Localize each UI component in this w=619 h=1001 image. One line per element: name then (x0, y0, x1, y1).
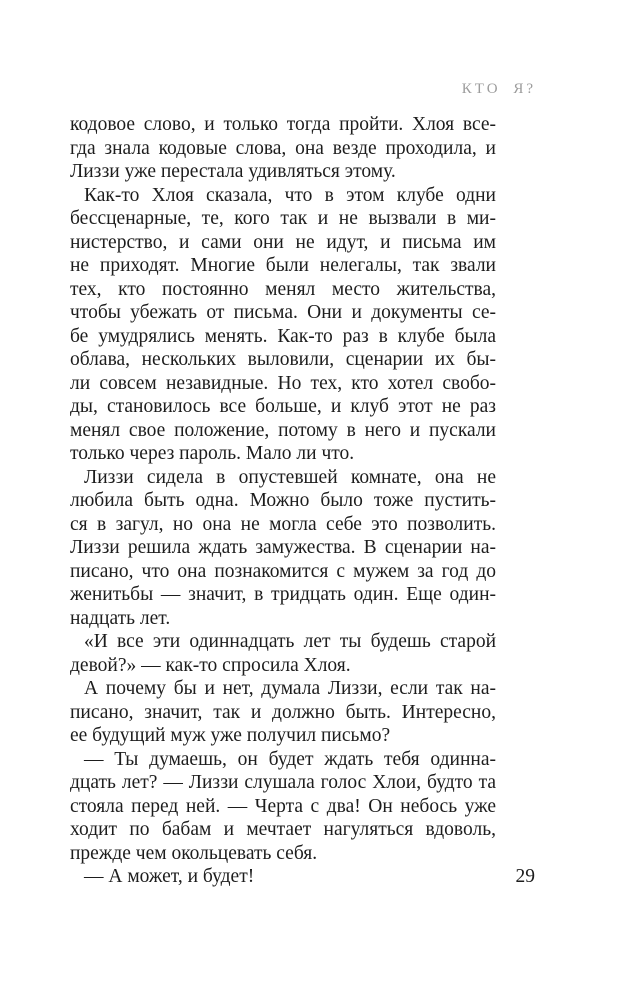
text-line: ды, становилось все больше, и клуб этот не раз (70, 396, 496, 417)
text-line: девой?» — как-то спросила Хлоя. (70, 654, 351, 676)
text-line: кодовое слово, и только тогда пройти. Хлоя все- (70, 114, 496, 135)
text-line: ся в загул, но она не могла себе это позволить. (70, 513, 496, 535)
text-line: Как-то Хлоя сказала, что в этом клубе одни (84, 184, 496, 206)
text-line: — А может, и будет! (84, 866, 255, 887)
text-line: — Ты думаешь, он будет ждать тебя одинна- (84, 748, 496, 770)
running-head: КТО Я? (461, 81, 536, 97)
text-line: надцать лет. (70, 607, 171, 629)
text-line: Лиззи решила ждать замужества. В сценарии на- (70, 537, 496, 558)
text-line: «И все эти одиннадцать лет ты будешь старой (84, 631, 496, 652)
text-line: женитьбы — значит, в тридцать один. Еще один- (70, 584, 496, 605)
text-line: гда знала кодовые слова, она везде проходила, и (70, 137, 496, 159)
text-line: бе умудрялись менять. Как-то раз в клубе была (70, 325, 496, 347)
text-line: нистерство, и сами они не идут, и письма им (70, 231, 496, 253)
text-line: Лиззи сидела в опустевшей комнате, она не (84, 466, 496, 488)
text-line: ее будущий муж уже получил письмо? (70, 725, 391, 746)
text-line: ходит по бабам и мечтает нагуляться вдоволь, (70, 819, 496, 840)
text-line: писано, значит, так и должно быть. Интересно, (70, 701, 496, 723)
text-line: тех, кто постоянно менял место жительства, (70, 278, 496, 300)
text-line: стояла перед ней. — Черта с два! Он небось уже (70, 795, 496, 817)
text-line: не приходят. Многие были нелегалы, так звали (70, 255, 496, 276)
text-line: Лиззи уже перестала удивляться этому. (70, 161, 396, 182)
text-line: А почему бы и нет, думала Лиззи, если так на- (84, 678, 496, 699)
text-line: только через пароль. Мало ли что. (70, 443, 355, 464)
text-line: бессценарные, те, кого так и не вызвали в ми- (70, 208, 496, 229)
text-line: облава, нескольких выловили, сценарии их бы- (70, 349, 496, 370)
text-line: чтобы убежать от письма. Они и документы се- (70, 302, 496, 323)
text-line: прежде чем окольцевать себя. (70, 842, 318, 864)
text-line: дцать лет? — Лиззи слушала голос Хлои, будто та (70, 772, 496, 793)
text-line: писано, что она познакомится с мужем за год до (70, 560, 496, 582)
text-line: любила быть одна. Можно было тоже пустить- (70, 490, 496, 511)
page-text (70, 113, 496, 889)
page-number: 29 (515, 866, 535, 887)
text-line: менял свое положение, потому в него и пускали (70, 419, 496, 441)
text-line: ли совсем незавидные. Но тех, кто хотел свобо- (70, 372, 496, 394)
